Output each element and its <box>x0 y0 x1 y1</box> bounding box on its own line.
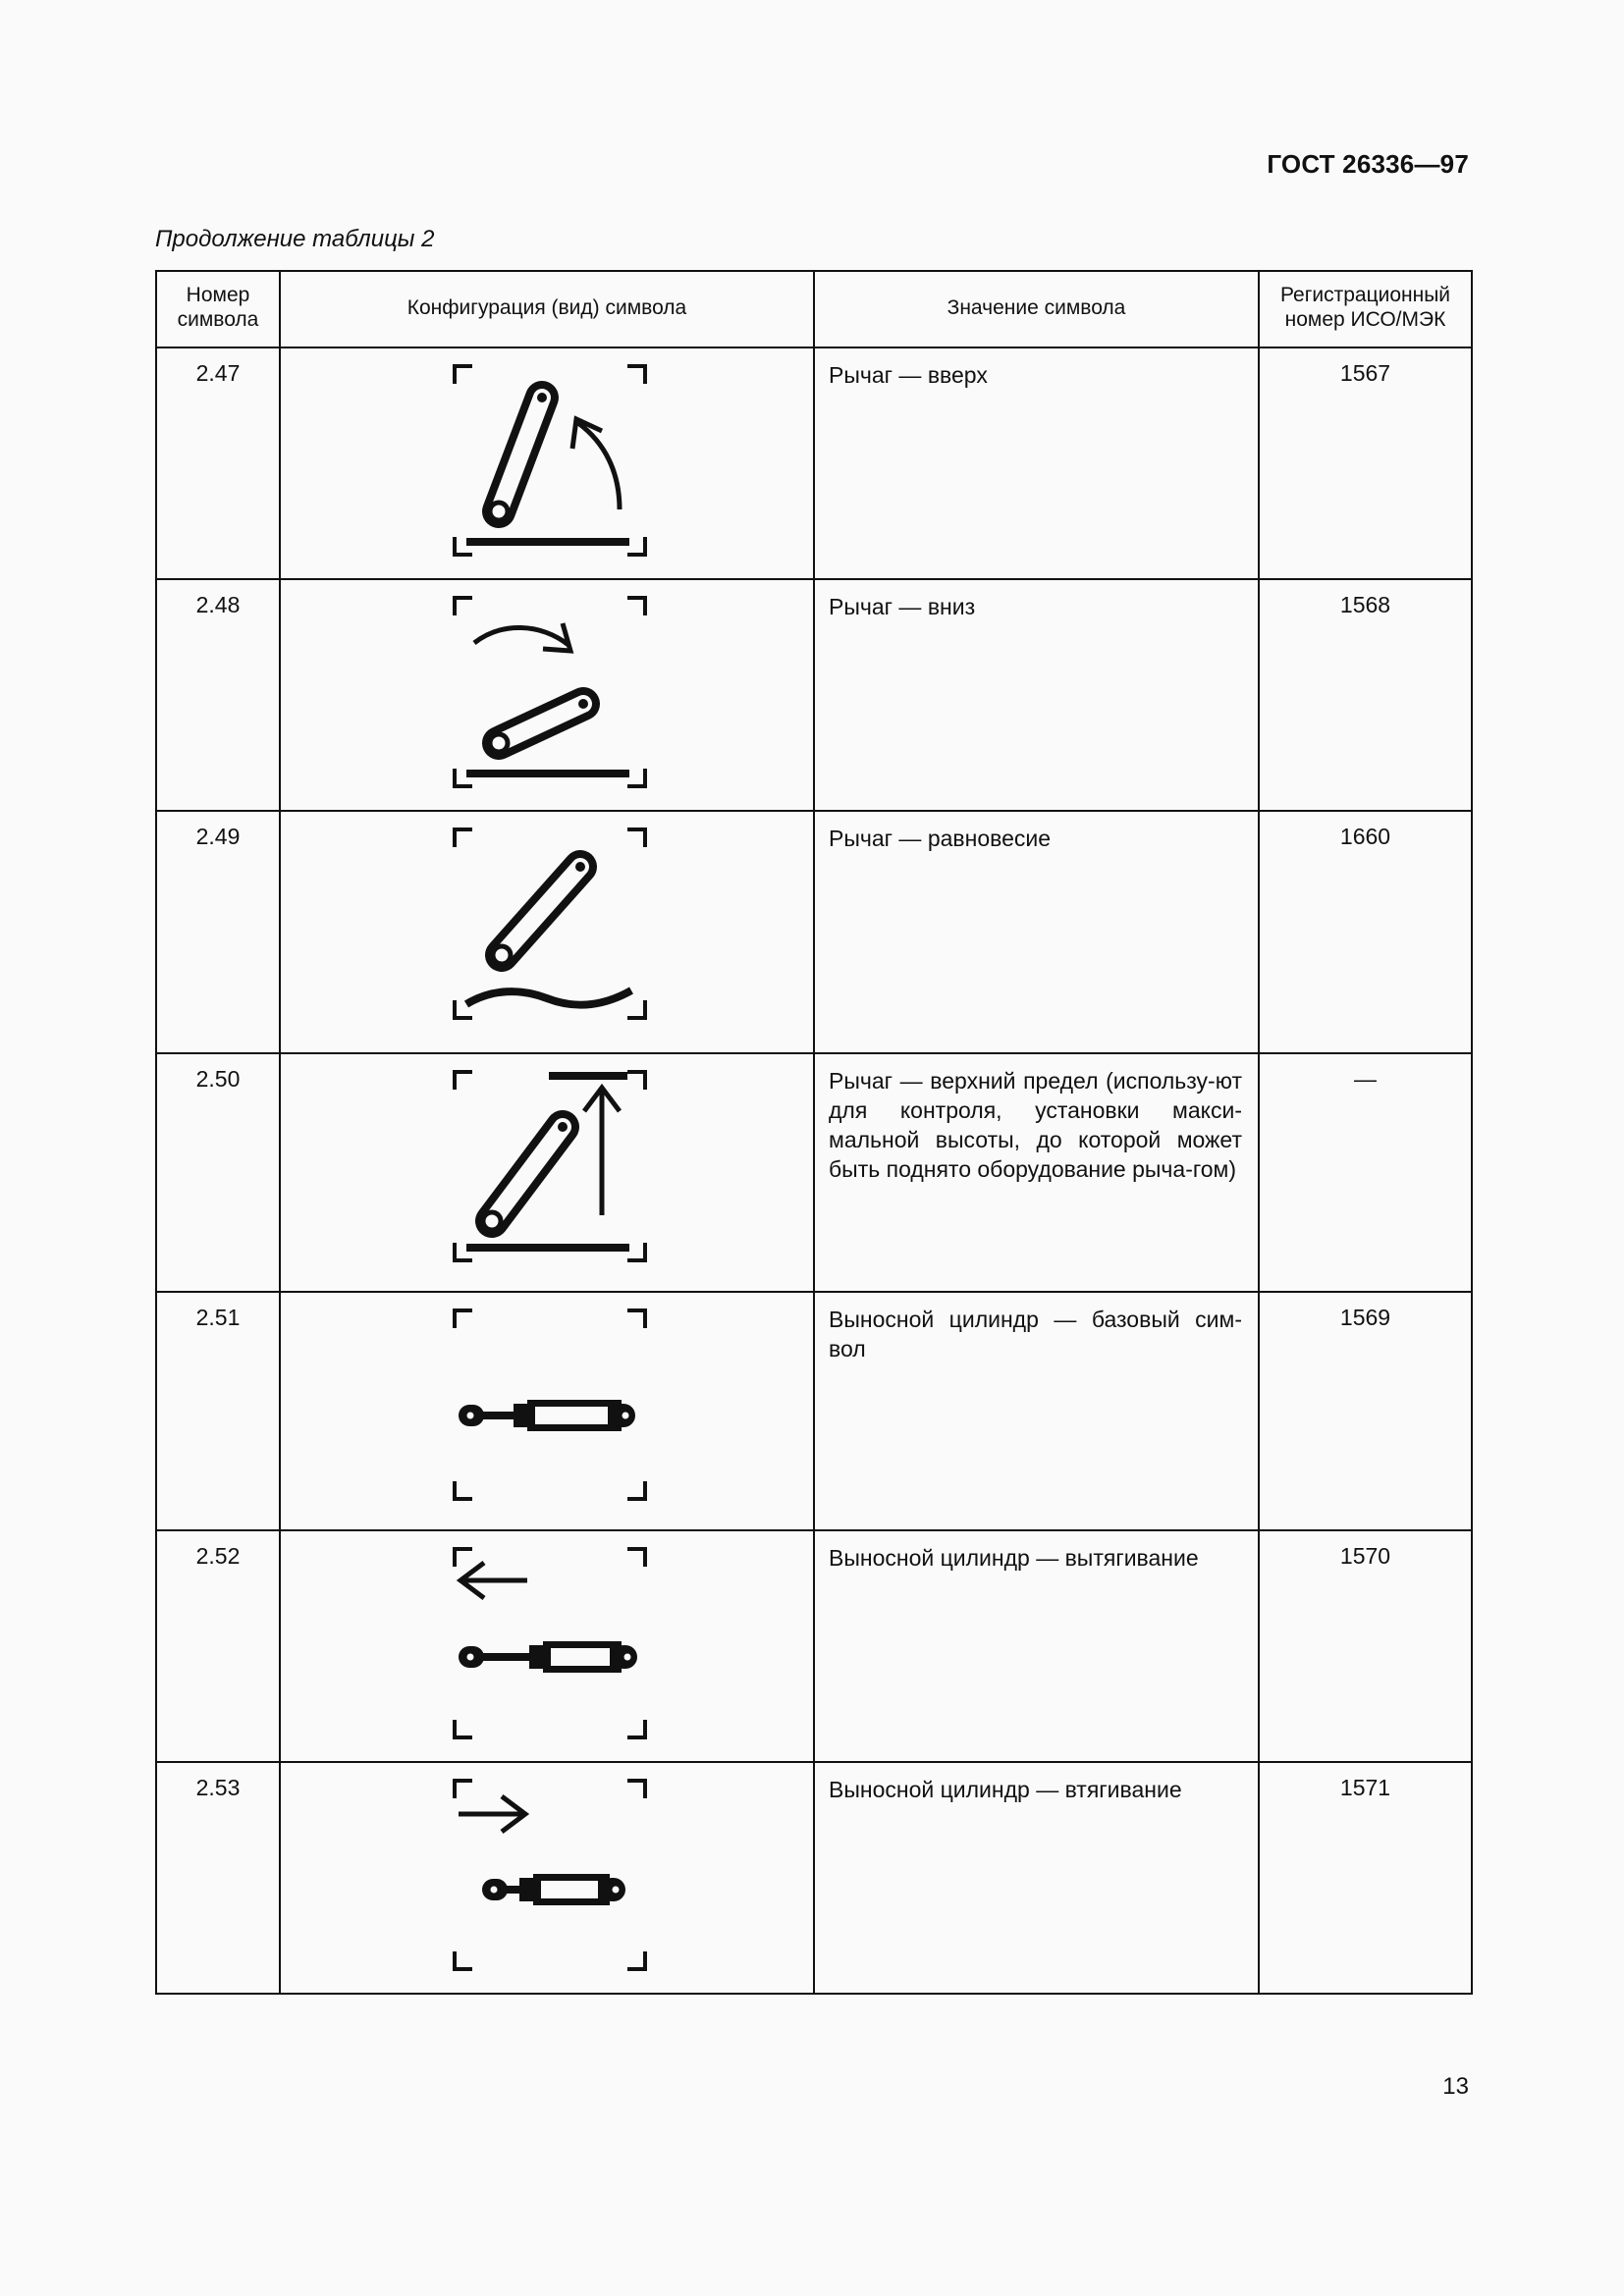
symbol-meaning: Выносной цилиндр — вытягивание <box>814 1530 1259 1762</box>
symbol-configuration <box>280 1053 814 1292</box>
symbol-number: 2.51 <box>156 1292 280 1530</box>
table-row <box>156 1053 1472 1292</box>
symbols-table <box>155 270 1473 1995</box>
page-number: 13 <box>1442 2073 1469 2100</box>
symbol-meaning: Рычаг — верхний предел (использу-ют для контроля, установки макси-мальной высоты, до которой может быть поднято оборудование рыча-гом) <box>814 1053 1259 1292</box>
symbol-meaning: Выносной цилиндр — базовый сим-вол <box>814 1292 1259 1530</box>
registration-number: 1570 <box>1259 1530 1472 1762</box>
table-caption: Продолжение таблицы 2 <box>155 226 435 252</box>
document-code: ГОСТ 26336—97 <box>1267 149 1469 179</box>
symbol-meaning: Рычаг — вниз <box>814 579 1259 811</box>
registration-number: 1568 <box>1259 579 1472 811</box>
symbol-number: 2.50 <box>156 1053 280 1292</box>
symbol-number: 2.48 <box>156 579 280 811</box>
column-header-meaning: Значение символа <box>814 271 1259 343</box>
lever-up-icon <box>453 362 649 559</box>
lever-upper-limit-icon <box>453 1068 649 1264</box>
remote-cylinder-icon <box>453 1307 649 1503</box>
table-row <box>156 579 1472 811</box>
column-header-registration: Регистрационный номер ИСО/МЭК <box>1259 271 1472 343</box>
table-row <box>156 1762 1472 1994</box>
symbol-number: 2.53 <box>156 1762 280 1994</box>
symbol-number: 2.52 <box>156 1530 280 1762</box>
symbol-meaning: Рычаг — равновесие <box>814 811 1259 1053</box>
lever-down-icon <box>453 594 649 790</box>
registration-number: — <box>1259 1053 1472 1292</box>
registration-number: 1569 <box>1259 1292 1472 1530</box>
registration-number: 1567 <box>1259 347 1472 579</box>
lever-float-icon <box>453 826 649 1022</box>
column-header-configuration: Конфигурация (вид) символа <box>280 271 814 343</box>
symbol-meaning: Выносной цилиндр — втягивание <box>814 1762 1259 1994</box>
symbol-configuration <box>280 1762 814 1994</box>
symbol-configuration <box>280 1292 814 1530</box>
symbol-configuration <box>280 1530 814 1762</box>
column-header-number: Номер символа <box>156 271 280 343</box>
cylinder-retract-icon <box>453 1777 649 1973</box>
table-row <box>156 1292 1472 1530</box>
symbol-configuration <box>280 811 814 1053</box>
symbol-configuration <box>280 347 814 579</box>
table-row <box>156 811 1472 1053</box>
registration-number: 1571 <box>1259 1762 1472 1994</box>
table-header-row <box>156 271 1472 343</box>
cylinder-extend-icon <box>453 1545 649 1741</box>
symbol-meaning: Рычаг — вверх <box>814 347 1259 579</box>
table-row <box>156 1530 1472 1762</box>
registration-number: 1660 <box>1259 811 1472 1053</box>
table-row <box>156 347 1472 579</box>
symbol-number: 2.49 <box>156 811 280 1053</box>
symbol-number: 2.47 <box>156 347 280 579</box>
symbol-configuration <box>280 579 814 811</box>
